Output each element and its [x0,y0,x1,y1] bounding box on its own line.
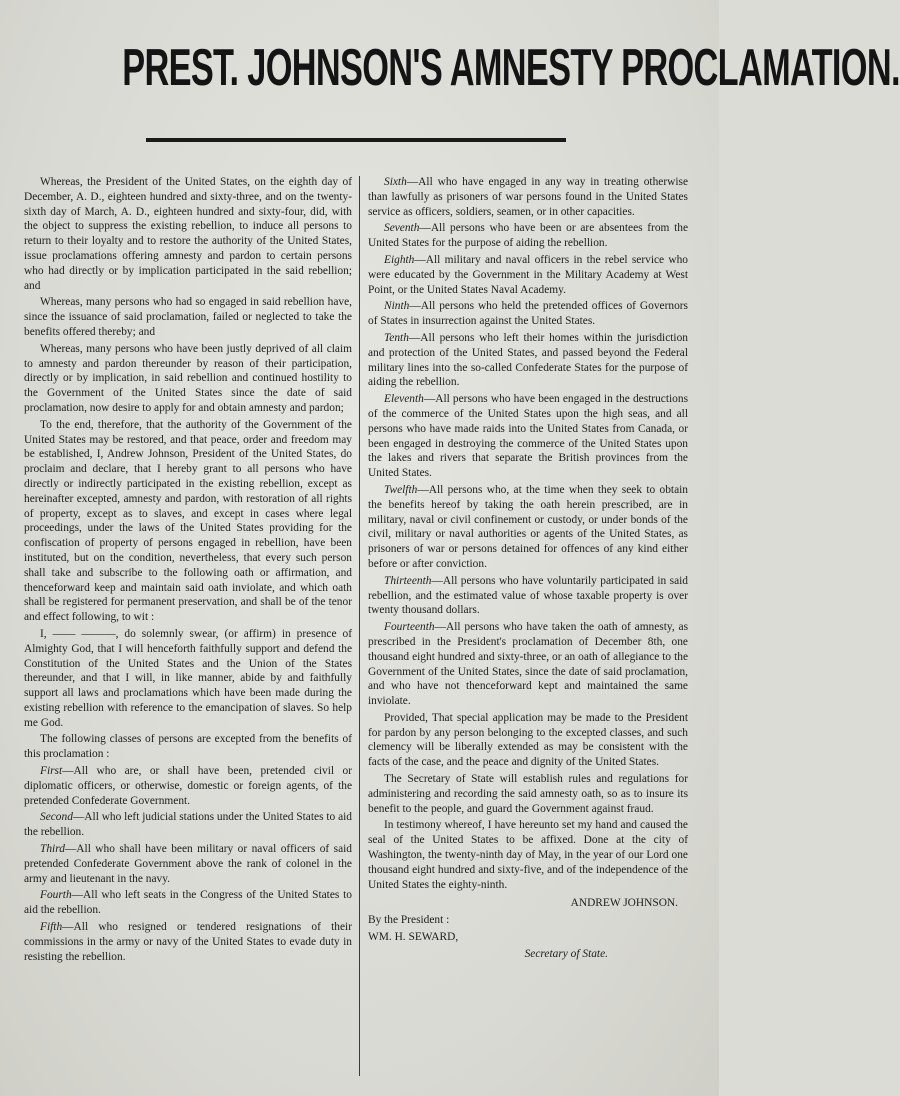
exception-lead: Second [40,811,73,824]
president-signature: ANDREW JOHNSON. [570,897,678,910]
exception-text: —All persons who have been or are absentees from the United States for the purpose of aiding the rebellion. [368,222,688,250]
page-title: PREST. JOHNSON'S AMNESTY PROCLAMATION. [122,39,900,97]
exception-10 [368,331,688,390]
exceptions-intro: The following classes of persons are excepted from the benefits of this proclamation : [24,733,352,761]
exception-4 [24,888,352,918]
whereas-3: Whereas, many persons who have been justly deprived of all claim to amnesty and pardon thereunder by reason of their participation, directly or by implication, in said rebellion and continued hostility to the Government of the United States since the date of said proclamation, now desire to apply for and obtain amnesty and pardon; [24,342,352,414]
exception-text: —All who left judicial stations under the United States to aid the rebellion. [24,811,352,839]
exception-text: —All who resigned or tendered resignations of their commissions in the army or navy of the United States to evade duty in resisting the rebellion. [24,921,352,963]
exception-text: —All persons who held the pretended offices of Governors of States in insurrection against the United States. [368,300,688,328]
secretary-rules-paragraph: The Secretary of State will establish rules and regulations for administering and recording the said amnesty oath, so as to insure its benefit to the people, and guard the Government against fraud. [368,773,688,815]
exception-lead: Third [40,843,65,856]
exception-7 [368,221,688,251]
exception-6 [368,175,688,219]
testimony-paragraph: In testimony whereof, I have hereunto set my hand and caused the seal of the United States to be affixed. Done at the city of Washington, the twenty-ninth day of May, in the year of our Lord one thousand eight hundred and sixty-five, and of the independence of the United States the eighty-ninth. [368,819,688,891]
exception-lead: Sixth [384,176,407,188]
left-column [24,175,352,966]
by-the-president: By the President : [368,914,450,927]
exception-text: —All who have engaged in any way in treating otherwise than lawfully as prisoners of war persons found in the United States service as officers, soldiers, seamen, or in other capacities. [368,176,688,218]
exception-2 [24,810,352,840]
exception-text: —All who are, or shall have been, pretended civil or diplomatic officers, or otherwise, domestic or foreign agents, of the pretended Confederate Government. [24,765,352,807]
exception-text: —All persons who left their homes within the jurisdiction and protection of the United States, and passed beyond the Federal military lines into the so-called Confederate States for the purpose of aiding the rebellion. [368,331,688,389]
secretary-signature: WM. H. SEWARD, [368,931,459,944]
provided-paragraph: Provided, That special application may be made to the President for pardon by any person belonging to the excepted classes, and such clemency will be liberally extended as may be consistent with the facts of the case, and the peace and dignity of the United States. [368,711,688,769]
whereas-2: Whereas, many persons who had so engaged in said rebellion have, since the issuance of said proclamation, failed or neglected to take the benefits offered thereby; and [24,296,352,338]
exception-lead: Tenth [384,331,409,344]
exception-lead: Thirteenth [384,574,432,587]
exception-text: —All military and naval officers in the rebel service who were educated by the Government in the Military Academy at West Point, or the United States Naval Academy. [368,253,688,296]
exception-lead: Twelfth [384,483,418,496]
exception-text: —All who left seats in the Congress of the United States to aid the rebellion. [24,889,352,917]
whereas-1: Whereas, the President of the United States, on the eighth day of December, A. D., eighteen hundred and sixty-three, and on the twenty-sixth day of March, A. D., eighteen hundred and sixty-four, did, with the object to suppress the existing rebellion, to induce all persons to return to their loyalty and to restore the authority of the United States, issue proclamations offering amnesty and pardon to certain persons who had directly or by implication participated in the said rebellion; and [24,176,352,292]
exception-lead: Fourteenth [384,621,435,634]
exception-lead: Fourth [40,889,72,902]
exception-lead: Ninth [384,300,410,313]
exception-text: —All persons who, at the time when they seek to obtain the benefits hereof by taking the oath herein prescribed, are in military, naval or civil confinement or custody, or under bonds of the civil, military or naval authorities or agents of the United States, as prisoners of war or persons detained for offences of any kind either before or after conviction. [368,483,688,570]
exception-lead: Seventh [384,222,420,235]
right-column [368,175,688,964]
exception-text: —All persons who have been engaged in the destructions of the commerce of the United States upon the high seas, and all persons who have made raids into the United States from Canada, or been engaged in destroying the commerce of the United States upon the lakes and rivers that separate the British provinces from the United States. [368,393,688,480]
exception-lead: Eleventh [384,393,424,406]
exception-lead: First [40,765,63,778]
exception-text: —All persons who have voluntarily participated in said rebellion, and the estimated value of whose taxable property is over twenty thousand dollars. [368,574,688,617]
exception-lead: Eighth [384,253,415,266]
exception-5 [24,920,352,964]
exception-3 [24,842,352,886]
column-divider [359,176,360,1076]
exception-text: —All persons who have taken the oath of amnesty, as prescribed in the President's proclamation of December 8th, one thousand eight hundred and sixty-three, or an oath of allegiance to the Government of the United States, since the date of said proclamation, and who have not thenceforward kept and maintained the same inviolate. [368,621,688,708]
secretary-title: Secretary of State. [524,947,608,960]
exception-8 [368,253,688,297]
proclamation-body: To the end, therefore, that the authority of the Government of the United States may be restored, and that peace, order and freedom may be established, I, Andrew Johnson, President of the United States, do proclaim and declare, that I hereby grant to all persons who have directly or indirectly participated in the existing rebellion, except as hereinafter excepted, amnesty and pardon, with restoration of all rights of property, except as to slaves, and except in cases where legal proceedings, under the laws of the United States providing for the confiscation of property of persons engaged in rebellion, have been instituted, but on the condition, nevertheless, that every such person shall take and subscribe to the following oath or affirmation, and thenceforward keep and maintain said oath inviolate, and which oath shall be registered for permanent preservation, and shall be of the tenor and effect following, to wit : [24,418,352,624]
oath-text: I, —— ———, do solemnly swear, (or affirm) in presence of Almighty God, that I will henceforth faithfully support and defend the Constitution of the United States and the Union of the States thereunder, and that I will, in like manner, abide by and faithfully support all laws and proclamations which have been made during the existing rebellion with reference to the emancipation of slaves. So help me God. [24,627,352,729]
exception-1 [24,764,352,808]
exception-11 [368,392,688,481]
title-rule [146,138,566,142]
signature-block [368,896,688,961]
exception-lead: Fifth [40,921,63,934]
exception-text: —All who shall have been military or naval officers of said pretended Confederate Government above the rank of colonel in the army and lieutenant in the navy. [24,843,352,885]
exception-13 [368,574,688,618]
exception-14 [368,620,688,709]
exception-9 [368,299,688,329]
exception-12 [368,483,688,572]
